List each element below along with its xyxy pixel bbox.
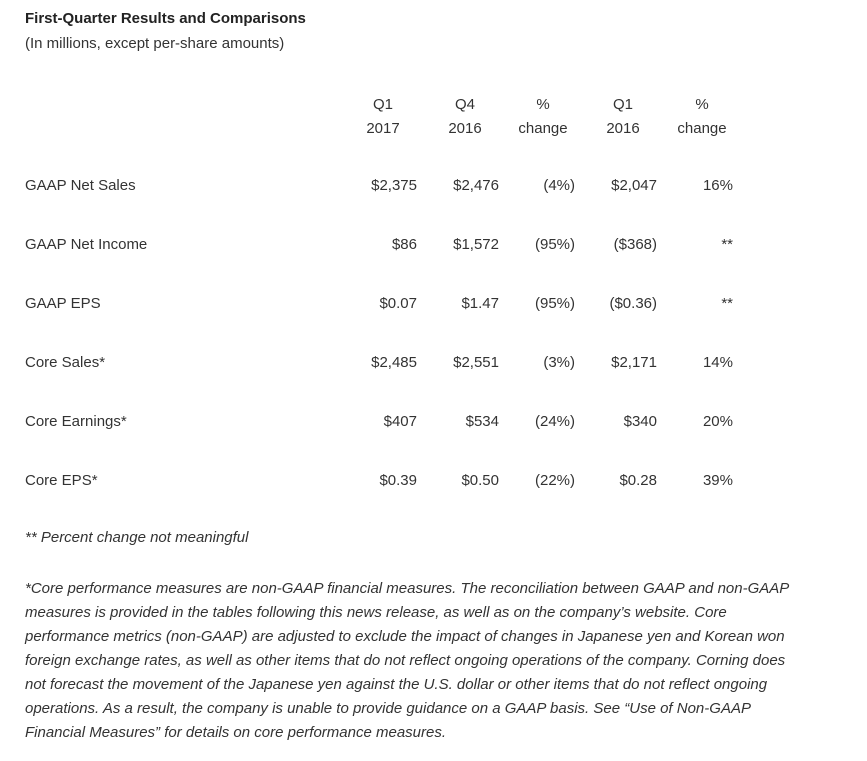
column-header-line2: 2017 xyxy=(366,120,400,137)
table-row xyxy=(0,233,867,257)
column-header-line2: 2016 xyxy=(448,120,482,137)
cell-pct-change-q1: ** xyxy=(721,295,733,312)
page-title: First-Quarter Results and Comparisons xyxy=(25,10,306,27)
row-label: Core EPS* xyxy=(25,472,98,489)
cell-q4-2016: $0.50 xyxy=(461,472,499,489)
cell-q4-2016: $2,476 xyxy=(453,177,499,194)
row-label: Core Earnings* xyxy=(25,413,127,430)
table-row xyxy=(0,292,867,316)
column-header-line1: % xyxy=(695,96,709,113)
row-label: GAAP Net Income xyxy=(25,236,148,253)
footnote-line: not forecast the movement of the Japanese yen against the U.S. dollar or other items that do not reflect ongoing xyxy=(25,676,768,693)
table-row xyxy=(0,174,867,198)
column-header-line2: 2016 xyxy=(606,120,640,137)
cell-q1-2017: $0.39 xyxy=(379,472,417,489)
cell-q4-2016: $2,551 xyxy=(453,354,499,371)
cell-pct-change-q4: (3%) xyxy=(543,354,575,371)
footnote-line: measures is provided in the tables following this news release, as well as on the company’s website. Core xyxy=(25,604,727,621)
column-header-q4-2016 xyxy=(430,93,500,141)
row-label: GAAP EPS xyxy=(25,295,101,312)
footnote-line: foreign exchange rates, as well as other items that do not reflect ongoing operations of the company. Corning does xyxy=(25,652,786,669)
not-meaningful-note: ** Percent change not meaningful xyxy=(25,529,249,546)
cell-pct-change-q4: (4%) xyxy=(543,177,575,194)
cell-pct-change-q1: 16% xyxy=(702,177,733,194)
core-measures-footnote xyxy=(25,577,855,745)
cell-pct-change-q4: (24%) xyxy=(534,413,575,430)
column-header-line1: Q1 xyxy=(612,96,633,113)
table-row xyxy=(0,410,867,434)
column-header-pct-change-q1 xyxy=(667,93,737,141)
cell-pct-change-q1: 20% xyxy=(702,413,733,430)
cell-q1-2017: $2,375 xyxy=(371,177,417,194)
cell-q1-2016: $2,171 xyxy=(611,354,657,371)
row-label: GAAP Net Sales xyxy=(25,177,136,194)
row-label: Core Sales* xyxy=(25,354,106,371)
cell-pct-change-q1: 14% xyxy=(702,354,733,371)
cell-q1-2017: $0.07 xyxy=(379,295,417,312)
column-header-line1: Q1 xyxy=(372,96,393,113)
cell-pct-change-q4: (95%) xyxy=(534,295,575,312)
cell-q1-2016: $2,047 xyxy=(611,177,657,194)
cell-pct-change-q4: (95%) xyxy=(534,236,575,253)
column-header-q1-2017 xyxy=(348,93,418,141)
page-subtitle: (In millions, except per-share amounts) xyxy=(25,35,285,52)
column-header-line1: % xyxy=(536,96,550,113)
footnote-line: operations. As a result, the company is unable to provide guidance on a GAAP basis. See “Use of Non-GAAP xyxy=(25,700,751,717)
footnote-line: *Core performance measures are non-GAAP financial measures. The reconciliation between GAAP and non-GAAP xyxy=(25,580,790,597)
cell-q1-2016: ($0.36) xyxy=(609,295,657,312)
cell-pct-change-q1: 39% xyxy=(702,472,733,489)
column-header-line2: change xyxy=(677,120,727,137)
cell-q1-2016: ($368) xyxy=(613,236,657,253)
cell-q4-2016: $534 xyxy=(465,413,499,430)
footnote-line: performance metrics (non-GAAP) are adjusted to exclude the impact of changes in Japanese yen and Korean won xyxy=(25,628,785,645)
cell-q1-2016: $340 xyxy=(623,413,657,430)
cell-q1-2017: $86 xyxy=(391,236,417,253)
cell-q1-2017: $407 xyxy=(383,413,417,430)
cell-pct-change-q1: ** xyxy=(721,236,733,253)
column-header-q1-2016 xyxy=(588,93,658,141)
table-row xyxy=(0,469,867,493)
footnote-line: Financial Measures” for details on core performance measures. xyxy=(25,724,447,741)
column-header-line2: change xyxy=(518,120,568,137)
cell-q1-2016: $0.28 xyxy=(619,472,657,489)
column-header-line1: Q4 xyxy=(454,96,475,113)
cell-q4-2016: $1,572 xyxy=(453,236,499,253)
column-header-pct-change-q4 xyxy=(508,93,578,141)
cell-pct-change-q4: (22%) xyxy=(534,472,575,489)
table-row xyxy=(0,351,867,375)
cell-q1-2017: $2,485 xyxy=(371,354,417,371)
cell-q4-2016: $1.47 xyxy=(461,295,499,312)
